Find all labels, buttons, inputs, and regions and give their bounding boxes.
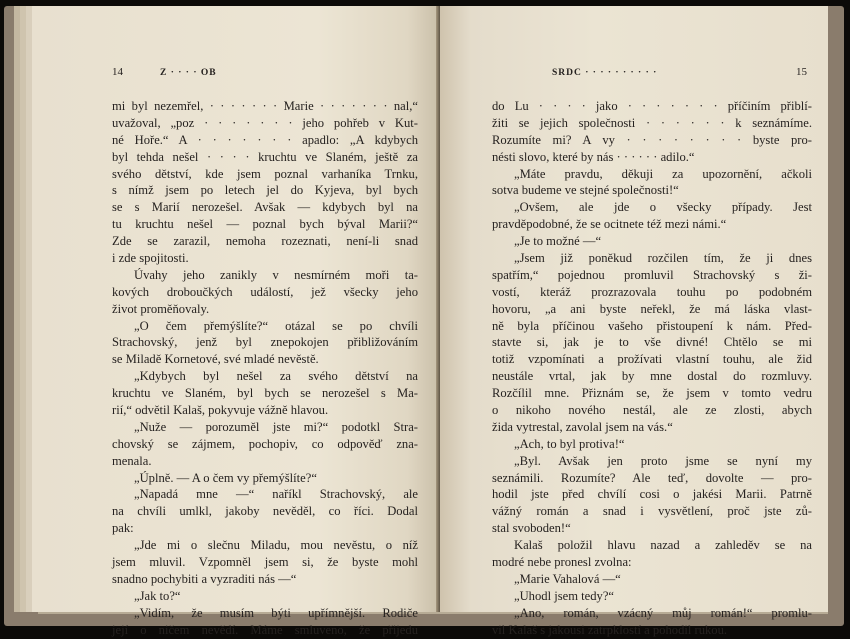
text-line: „Byl. Avšak jen proto jsme se nyní my	[514, 453, 812, 468]
right-page	[440, 6, 828, 637]
text-line: byl tehda nešel · · · · kruchtu ve Slaném, ještě za	[112, 149, 418, 164]
text-line: „Úplně. — A o čem vy přemýšlíte?“	[134, 470, 317, 485]
text-line: její o ničem nevědí. Máme smluveno, že přijedu	[112, 622, 418, 637]
text-line: chovský se zájmem, pochopiv, co odpověď zna-	[112, 436, 418, 451]
text-line: „Ovšem, ale jde o všecky případy. Jest	[514, 200, 812, 215]
page-number: 15	[796, 66, 807, 78]
text-line: mi byl nezemřel, · · · · · · · Marie · · · · · · · nal,“	[112, 99, 418, 113]
text-line: „Jak to?“	[134, 588, 181, 603]
text-line: tu kruchtu nešel — poznal bych býval Marii?“	[112, 217, 418, 232]
left-page	[32, 6, 440, 637]
text-line: „Jsem již poněkud rozčilen tím, že ji dnes	[514, 251, 812, 266]
text-line: „Kdybych byl nešel za svého dětství na	[134, 369, 418, 384]
text-line: „Vidím, že musím býti upřímnější. Rodiče	[134, 605, 418, 620]
text-line: do Lu · · · · jako · · · · · · · příčiním přiblí-	[492, 99, 812, 113]
text-line: Úvahy jeho zanikly v nesmírném moři ta-	[134, 267, 418, 282]
text-line: menala.	[112, 453, 152, 468]
text-line: vostí, kteráž prozrazovala touhu po podobném	[492, 284, 812, 299]
text-line: modré nebe pronesl zvolna:	[492, 555, 632, 570]
text-line: Zde se zarazil, nemoha rozeznati, není-li snad	[112, 234, 418, 249]
running-head: Z · · · · OB	[160, 68, 217, 78]
text-line: Rozčílil mne. Přiznám se, že jsem v tomto vedru	[492, 386, 812, 401]
text-line: život proměňovaly.	[112, 301, 210, 316]
text-line: „Je to možné —“	[514, 234, 602, 249]
text-line: hodil jste před chvílí cosi o jakési Marii. Patrně	[492, 487, 812, 502]
text-line: rií,“ odvětil Kalaš, pokyvuje vážně hlavou.	[112, 403, 329, 418]
text-line: „Marie Vahalová —“	[514, 571, 621, 586]
text-line: snadno pochybiti a vyzraditi nás —“	[112, 571, 297, 586]
text-line: na chvíli umlkl, jakoby nevěděl, co říci. Dodal	[112, 504, 418, 519]
text-line: o nikoho nového nestál, ale ze zlosti, abych	[492, 403, 812, 418]
text-line: nésti slovo, které by nás · · · · · · adilo.“	[492, 149, 695, 164]
text-line: hovoru, „a ani byste neřekl, že má láska vlast-	[492, 301, 812, 316]
text-line: jsem mluvil. Vzpomněl jsem si, že byste mohl	[112, 555, 418, 570]
text-line: „Uhodl jsem tedy?“	[514, 588, 615, 603]
text-line: „Ano, román, vzácný můj román!“ promlu-	[514, 605, 812, 620]
text-line: stavte si, jak je to vše divné! Chtělo se mi	[492, 335, 812, 350]
text-line: Kalaš položil hlavu nazad a zahleděv se na	[514, 538, 812, 553]
text-line: neustále vrtal, jak by mne dostal do rozmluvy.	[492, 369, 812, 384]
text-line: kových droboučkých událostí, jež všecky jeho	[112, 284, 418, 299]
text-line: Strachovský, jenž byl znepokojen přibližováním	[112, 335, 418, 350]
text-line: se s Marií nerozešel. Avšak — kdybych byl na	[112, 200, 418, 215]
page-text	[112, 98, 418, 639]
text-line: svého dětství, kde jsem poznal varhaníka Trnku,	[112, 166, 418, 181]
text-line: kruchtu ve Slaném, byl bych se nerozešel s Ma-	[112, 386, 418, 401]
text-line: sotva budeme ve stejné společnosti!“	[492, 183, 679, 198]
text-line: „Jde mi o slečnu Miladu, mou nevěstu, o níž	[134, 538, 418, 553]
text-line: se Miladě Kornetové, své mladé nevěstě.	[112, 352, 319, 367]
text-line: „Napadá mne —“ naříkl Strachovský, ale	[134, 487, 418, 502]
page-number: 14	[112, 66, 123, 78]
text-line: žiti se jejich společnosti · · · · · · k seznámíme.	[492, 115, 812, 130]
running-head: SRDC · · · · · · · · · ·	[552, 68, 658, 78]
text-line: ně byla příčinou vašeho přistoupení k nám. Před-	[492, 318, 812, 333]
text-line: uvažoval, „poz · · · · · · · jeho pohřeb v Kut-	[112, 115, 418, 130]
text-line: žida vytrestal, zavolal jsem na vás.“	[492, 419, 673, 434]
text-line: stal svoboden!“	[492, 521, 571, 536]
text-line: „Máte pravdu, děkuji za upozornění, ačkoli	[514, 166, 812, 181]
page-text	[492, 98, 812, 639]
text-line: seznámili. Rozumíte? Ale teď, dovolte — pro-	[492, 470, 812, 485]
text-line: totiž vzpomínati a prožívati vlastní touhu, ale žid	[492, 352, 812, 367]
text-line: pravděpodobné, že se ocitnete též mezi námi.“	[492, 217, 727, 232]
text-line: vil Kalaš s jakousi zatrpklostí a pohodil rukou.	[492, 622, 728, 637]
text-line: „Nuže — porozuměl jste mi?“ podotkl Stra-	[134, 419, 418, 434]
text-line: pak:	[112, 521, 134, 536]
text-line: „O čem přemýšlíte?“ otázal se po chvíli	[134, 318, 418, 333]
text-line: i zde spojitosti.	[112, 251, 189, 266]
text-line: spatřím,“ pojednou promluvil Strachovský s ži-	[492, 267, 812, 282]
text-line: „Ach, to byl protiva!“	[514, 436, 625, 451]
text-line: né Hoře.“ A · · · · · · · apadlo: „A kdybych	[112, 132, 418, 147]
text-line: s nímž jsem po letech jel do Kyjeva, byl bych	[112, 183, 418, 198]
text-line: Rozumíte mi? A vy · · · · · · · · byste pro-	[492, 132, 812, 147]
text-line: vážný román a snad i vysvětlení, proč jste zů-	[492, 504, 812, 519]
